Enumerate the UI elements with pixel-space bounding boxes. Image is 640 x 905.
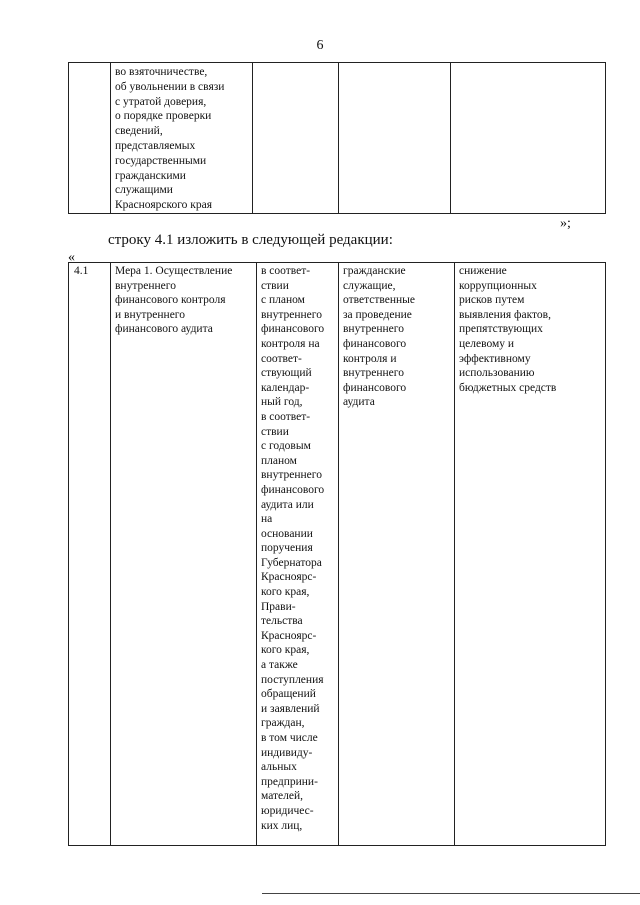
cell-number xyxy=(69,63,110,65)
page-number: 6 xyxy=(316,38,324,53)
table-cell xyxy=(257,263,339,846)
cell-responsible: гражданские служащие, ответственные за проведение внутреннего финансового контроля и внутреннего финансового аудита xyxy=(343,265,415,409)
cell-term xyxy=(253,63,338,65)
amendment-instruction: строку 4.1 изложить в следующей редакции: xyxy=(108,232,393,248)
cell-result: снижение коррупционных рисков путем выявления фактов, препятствующих целевому и эффективному использованию бюджетных средств xyxy=(459,265,557,394)
table-cell xyxy=(339,263,455,846)
table-cell xyxy=(69,63,111,214)
amended-row-table xyxy=(68,262,606,846)
table-cell xyxy=(69,263,111,846)
opening-quote: « xyxy=(68,250,75,265)
cell-measure: Мера 1. Осуществление внутреннего финансового контроля и внутреннего финансового аудита xyxy=(115,265,233,336)
cell-result xyxy=(451,63,605,65)
cell-measure: во взяточничестве, об увольнении в связи с утратой доверия, о порядке проверки сведений, представляемых государственными гражданскими служащими Красноярского края xyxy=(115,66,225,212)
cell-number: 4.1 xyxy=(74,265,89,277)
table-cell xyxy=(455,263,606,846)
cell-term: в соответ- ствии с планом внутреннего финансового контроля на соответ- ствующий календар- ный год, в соответ- ствии с годовым планом внутреннего финансового аудита или на основании поручения Губернатора Краснояpс- кого края, Прави- тельства Краснояpс- кого края, а также поступления обращений и заявлений граждан, в том числе индивиду- альных предприни- мателей, юридичес- ких лиц, xyxy=(261,265,325,832)
continuation-table xyxy=(68,62,606,214)
table-row xyxy=(69,63,606,214)
footer-rule xyxy=(262,893,640,894)
table-row xyxy=(69,263,606,846)
closing-quote: »; xyxy=(560,216,571,231)
table-cell xyxy=(111,63,253,214)
table-cell xyxy=(111,263,257,846)
table-cell xyxy=(253,63,339,214)
table-cell xyxy=(339,63,451,214)
table-cell xyxy=(451,63,606,214)
cell-responsible xyxy=(339,63,450,65)
